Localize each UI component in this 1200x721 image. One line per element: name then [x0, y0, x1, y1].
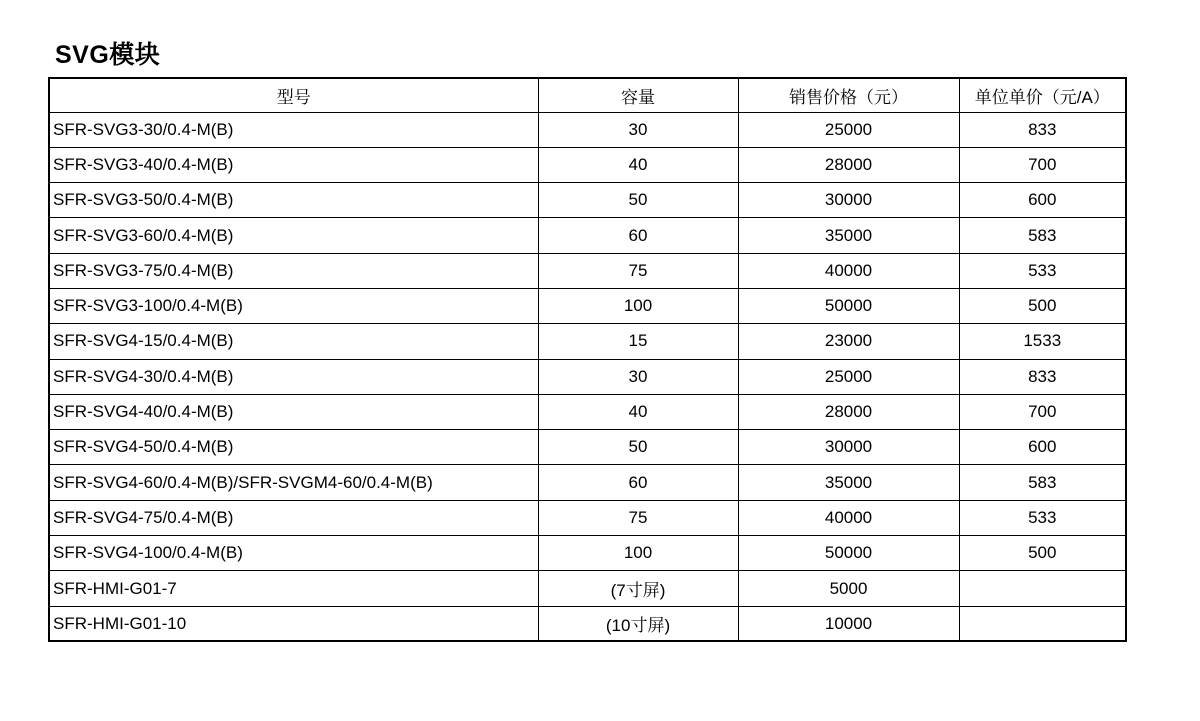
model-cell: SFR-HMI-G01-10 — [49, 606, 538, 641]
table-row — [49, 536, 1126, 571]
model-cell: SFR-SVG4-50/0.4-M(B) — [49, 430, 538, 465]
unit-price-cell: 500 — [959, 288, 1126, 323]
unit-price-cell: 583 — [959, 218, 1126, 253]
unit-price-cell — [959, 606, 1126, 641]
price-cell: 40000 — [738, 500, 959, 535]
capacity-cell: 60 — [538, 465, 738, 500]
price-cell: 25000 — [738, 112, 959, 147]
model-cell: SFR-HMI-G01-7 — [49, 571, 538, 606]
price-table-header — [49, 78, 1126, 112]
capacity-cell: 30 — [538, 359, 738, 394]
unit-price-cell — [959, 571, 1126, 606]
model-cell: SFR-SVG3-75/0.4-M(B) — [49, 253, 538, 288]
unit-price-cell: 833 — [959, 112, 1126, 147]
price-cell: 35000 — [738, 465, 959, 500]
capacity-cell: 40 — [538, 394, 738, 429]
model-cell: SFR-SVG4-40/0.4-M(B) — [49, 394, 538, 429]
price-cell: 5000 — [738, 571, 959, 606]
price-cell: 10000 — [738, 606, 959, 641]
price-table — [48, 77, 1127, 642]
capacity-cell: 15 — [538, 324, 738, 359]
table-row — [49, 288, 1126, 323]
table-row — [49, 147, 1126, 182]
column-header-unit-price: 单位单价（元/A） — [959, 78, 1126, 112]
header-row — [49, 78, 1126, 112]
model-cell: SFR-SVG3-40/0.4-M(B) — [49, 147, 538, 182]
unit-price-cell: 500 — [959, 536, 1126, 571]
capacity-cell: 50 — [538, 430, 738, 465]
unit-price-cell: 533 — [959, 253, 1126, 288]
table-row — [49, 394, 1126, 429]
model-cell: SFR-SVG3-100/0.4-M(B) — [49, 288, 538, 323]
table-row — [49, 253, 1126, 288]
capacity-cell: 75 — [538, 253, 738, 288]
unit-price-cell: 700 — [959, 394, 1126, 429]
unit-price-cell: 1533 — [959, 324, 1126, 359]
table-row — [49, 500, 1126, 535]
capacity-cell: 60 — [538, 218, 738, 253]
price-cell: 25000 — [738, 359, 959, 394]
table-row — [49, 359, 1126, 394]
capacity-cell: (7寸屏) — [538, 571, 738, 606]
capacity-cell: 50 — [538, 183, 738, 218]
unit-price-cell: 583 — [959, 465, 1126, 500]
column-header-capacity: 容量 — [538, 78, 738, 112]
model-cell: SFR-SVG4-100/0.4-M(B) — [49, 536, 538, 571]
unit-price-cell: 533 — [959, 500, 1126, 535]
capacity-cell: (10寸屏) — [538, 606, 738, 641]
model-cell: SFR-SVG3-60/0.4-M(B) — [49, 218, 538, 253]
table-row — [49, 430, 1126, 465]
price-cell: 50000 — [738, 288, 959, 323]
model-cell: SFR-SVG3-30/0.4-M(B) — [49, 112, 538, 147]
capacity-cell: 30 — [538, 112, 738, 147]
unit-price-cell: 833 — [959, 359, 1126, 394]
price-cell: 30000 — [738, 430, 959, 465]
price-cell: 28000 — [738, 394, 959, 429]
table-row — [49, 112, 1126, 147]
model-cell: SFR-SVG4-30/0.4-M(B) — [49, 359, 538, 394]
capacity-cell: 40 — [538, 147, 738, 182]
table-row — [49, 465, 1126, 500]
price-cell: 50000 — [738, 536, 959, 571]
table-row — [49, 324, 1126, 359]
price-cell: 28000 — [738, 147, 959, 182]
table-row — [49, 606, 1126, 641]
table-row — [49, 571, 1126, 606]
model-cell: SFR-SVG3-50/0.4-M(B) — [49, 183, 538, 218]
model-cell: SFR-SVG4-75/0.4-M(B) — [49, 500, 538, 535]
capacity-cell: 75 — [538, 500, 738, 535]
capacity-cell: 100 — [538, 288, 738, 323]
column-header-price: 销售价格（元） — [738, 78, 959, 112]
price-cell: 40000 — [738, 253, 959, 288]
column-header-model: 型号 — [49, 78, 538, 112]
model-cell: SFR-SVG4-60/0.4-M(B)/SFR-SVGM4-60/0.4-M(B) — [49, 465, 538, 500]
model-cell: SFR-SVG4-15/0.4-M(B) — [49, 324, 538, 359]
price-cell: 23000 — [738, 324, 959, 359]
unit-price-cell: 600 — [959, 183, 1126, 218]
unit-price-cell: 700 — [959, 147, 1126, 182]
unit-price-cell: 600 — [959, 430, 1126, 465]
price-cell: 35000 — [738, 218, 959, 253]
table-row — [49, 218, 1126, 253]
price-table-body — [49, 112, 1126, 641]
table-row — [49, 183, 1126, 218]
page-title: SVG模块 — [55, 41, 161, 69]
price-cell: 30000 — [738, 183, 959, 218]
capacity-cell: 100 — [538, 536, 738, 571]
